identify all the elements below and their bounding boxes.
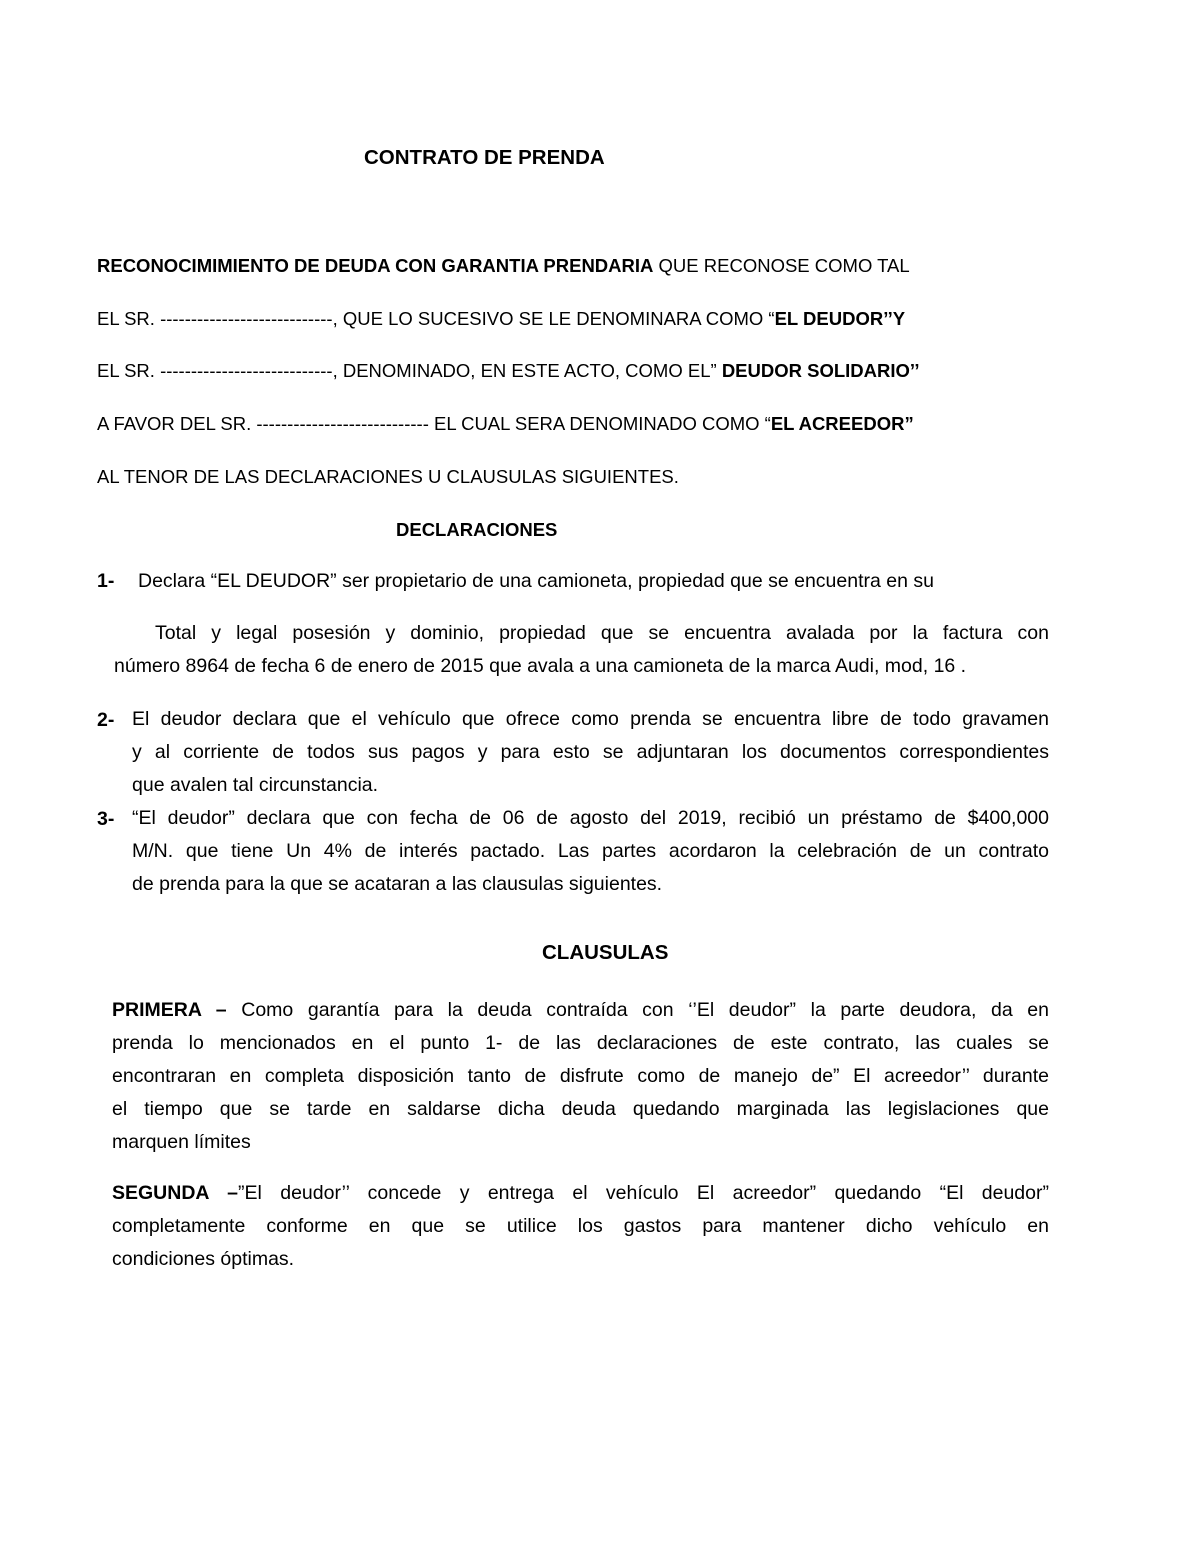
declaracion-2-number: 2-: [97, 709, 115, 731]
clausula-primera-line-4: el tiempo que se tarde en saldarse dicha deuda quedando marginada las legislaciones que: [112, 1098, 1049, 1120]
acreedor-name-blank: ----------------------------: [256, 413, 429, 434]
clausula-primera-line-2: prenda lo mencionados en el punto 1- de las declaraciones de este contrato, las cuales se: [112, 1032, 1049, 1054]
declaracion-1-line-2: Total y legal posesión y dominio, propiedad que se encuentra avalada por la factura con: [155, 622, 1049, 644]
clausula-segunda-paragraph: [112, 1177, 1049, 1276]
intro-line-5: AL TENOR DE LAS DECLARACIONES U CLAUSULAS SIGUIENTES.: [97, 466, 679, 487]
clausula-segunda-line-1: [112, 1177, 1049, 1210]
declaracion-1-number: 1-: [97, 570, 115, 592]
intro-line-3-mid: , DENOMINADO, EN ESTE ACTO, COMO EL”: [332, 360, 722, 381]
clausula-segunda-line-1-text: ”El deudor’’ concede y entrega el vehículo El acreedor” quedando “El deudor”: [238, 1182, 1049, 1204]
declaracion-1-line-3: número 8964 de fecha 6 de enero de 2015 que avala a una camioneta de la marca Audi, mod, 16 .: [114, 655, 967, 677]
clausula-segunda-line-3: condiciones óptimas.: [112, 1248, 295, 1270]
declaracion-3-paragraph: [132, 802, 1049, 901]
intro-line-4-mid: EL CUAL SERA DENOMINADO COMO “: [428, 413, 771, 434]
clausula-primera-line-3: encontraran en completa disposición tanto de disfrute como de manejo de” El acreedor’’ durante: [112, 1065, 1049, 1087]
intro-line-4-bold: EL ACREEDOR”: [770, 413, 914, 434]
declaracion-1-line-1: Declara “EL DEUDOR” ser propietario de una camioneta, propiedad que se encuentra en su: [138, 570, 934, 592]
clausula-primera-line-1: [112, 994, 1049, 1027]
declaracion-3-line-3: de prenda para la que se acataran a las clausulas siguientes.: [132, 873, 663, 895]
intro-line-1-bold: RECONOCIMIMIENTO DE DEUDA CON GARANTIA PRENDARIA: [97, 255, 654, 276]
declaracion-3-line-1: “El deudor” declara que con fecha de 06 de agosto del 2019, recibió un préstamo de $400,000: [132, 807, 1049, 829]
clausula-segunda-line-2: completamente conforme en que se utilice los gastos para mantener dicho vehículo en: [112, 1215, 1049, 1237]
clausulas-heading: CLAUSULAS: [542, 941, 669, 964]
intro-line-3-pre: EL SR.: [97, 360, 161, 381]
intro-line-2-mid: , QUE LO SUCESIVO SE LE DENOMINARA COMO “: [332, 308, 775, 329]
intro-line-2-pre: EL SR.: [97, 308, 161, 329]
declaraciones-heading: DECLARACIONES: [396, 519, 558, 540]
clausula-segunda-label: SEGUNDA –: [112, 1182, 239, 1204]
intro-line-3-bold: DEUDOR SOLIDARIO’’: [721, 360, 920, 381]
intro-line-1-rest: QUE RECONOSE COMO TAL: [653, 255, 910, 276]
deudor-name-blank: ----------------------------: [160, 308, 333, 329]
declaracion-2-line-3: que avalen tal circunstancia.: [132, 774, 379, 796]
declaracion-3-line-2: M/N. que tiene Un 4% de interés pactado. Las partes acordaron la celebración de un contrato: [132, 840, 1049, 862]
clausula-primera-label: PRIMERA –: [112, 999, 227, 1021]
clausula-primera-line-1-text: Como garantía para la deuda contraída con ‘’El deudor” la parte deudora, da en: [226, 999, 1050, 1021]
declaracion-3-number: 3-: [97, 808, 115, 830]
intro-line-2-bold: EL DEUDOR’’Y: [774, 308, 906, 329]
intro-line-4-pre: A FAVOR DEL SR.: [97, 413, 257, 434]
intro-line-1: [97, 253, 910, 279]
intro-line-4: [97, 411, 914, 437]
declaracion-2-paragraph: [132, 703, 1049, 802]
intro-line-3: [97, 358, 920, 384]
document-title: CONTRATO DE PRENDA: [364, 146, 605, 169]
declaracion-2-line-1: El deudor declara que el vehículo que ofrece como prenda se encuentra libre de todo gravamen: [132, 708, 1049, 730]
clausula-primera-line-5: marquen límites: [112, 1131, 251, 1153]
intro-line-2: [97, 306, 905, 332]
declaracion-1-paragraph: [114, 617, 1049, 683]
clausula-primera-paragraph: [112, 994, 1049, 1159]
declaracion-2-line-2: y al corriente de todos sus pagos y para esto se adjuntaran los documentos correspondientes: [132, 741, 1049, 763]
deudor-solidario-name-blank: ----------------------------: [160, 360, 333, 381]
